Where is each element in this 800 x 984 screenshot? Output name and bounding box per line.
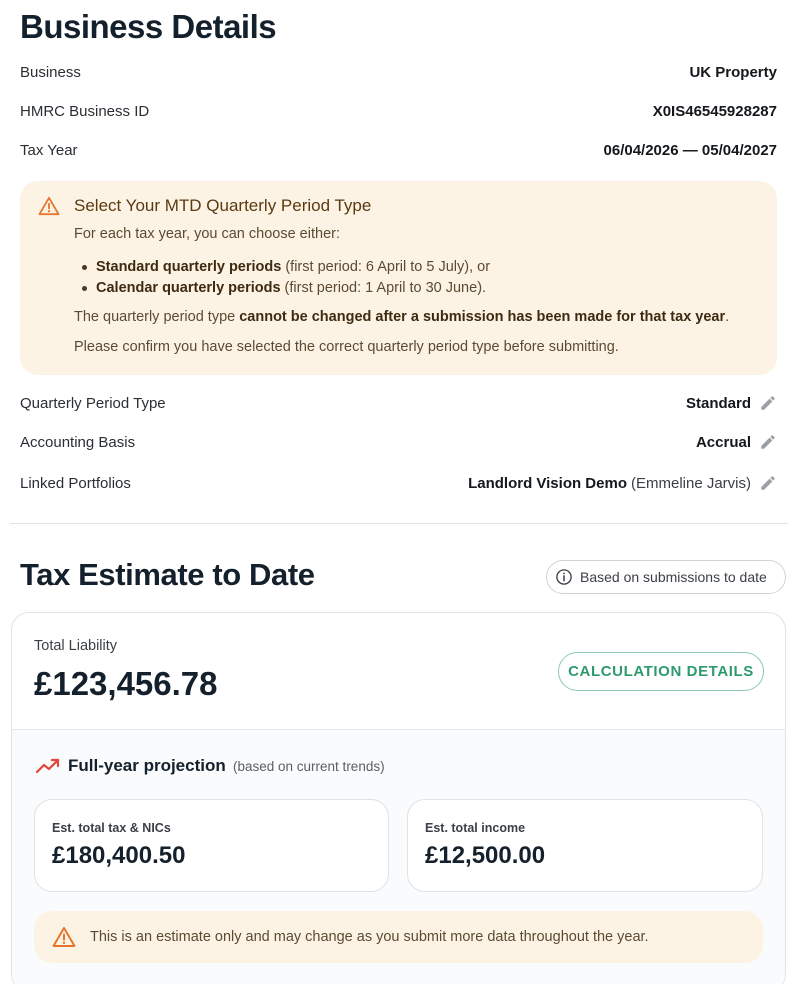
linked-portfolios-label: Linked Portfolios: [20, 474, 131, 492]
projection-title: Full-year projection: [68, 756, 226, 775]
quarterly-period-value: Standard: [685, 394, 751, 412]
pencil-icon[interactable]: [759, 474, 777, 492]
business-row: [20, 60, 777, 84]
portfolio-name: Landlord Vision Demo: [468, 474, 627, 492]
total-liability-value: £123,456.78: [34, 665, 218, 702]
warning-end: .: [725, 309, 730, 325]
quarterly-period-label: Quarterly Period Type: [20, 394, 166, 412]
est-income-card: [407, 799, 763, 892]
portfolio-owner: (Emmeline Jarvis): [630, 474, 751, 492]
tax-year-value: 06/04/2026 — 05/04/2027: [603, 141, 777, 159]
est-tax-label: Est. total tax & NICs: [52, 821, 171, 835]
notice-title: Select Your MTD Quarterly Period Type: [74, 196, 372, 215]
warning-triangle-icon: [52, 926, 76, 948]
est-income-label: Est. total income: [425, 821, 526, 835]
info-pill-label: Based on submissions to date: [580, 569, 767, 585]
notice-warning: [74, 309, 729, 325]
hmrc-id-row: [20, 99, 777, 123]
accounting-basis-label: Accounting Basis: [20, 433, 136, 451]
total-liability-label: Total Liability: [34, 638, 118, 654]
tax-year-label: Tax Year: [20, 141, 78, 159]
est-tax-value: £180,400.50: [52, 842, 186, 869]
est-income-value: £12,500.00: [425, 842, 546, 869]
tax-estimate-heading: Tax Estimate to Date: [20, 557, 315, 592]
pencil-icon[interactable]: [759, 433, 777, 451]
info-circle-icon: [555, 568, 573, 586]
hmrc-id-value: X0IS46545928287: [652, 102, 777, 120]
disclaimer-text: This is an estimate only and may change as you submit more data throughout the year.: [90, 929, 649, 945]
est-tax-card: [34, 799, 389, 892]
accounting-basis-row: [20, 430, 777, 454]
list-item: [80, 257, 490, 278]
projection-subtitle: (based on current trends): [233, 759, 385, 774]
accounting-basis-value: Accrual: [695, 433, 751, 451]
submissions-info-pill[interactable]: [546, 560, 786, 594]
linked-portfolios-row: [20, 471, 777, 495]
option-detail: (first period: 1 April to 30 June).: [280, 280, 487, 296]
section-divider: [10, 523, 788, 524]
option-name: Calendar quarterly periods: [96, 280, 281, 296]
tax-year-row: [20, 138, 777, 162]
hmrc-id-label: HMRC Business ID: [20, 102, 150, 120]
business-label: Business: [20, 63, 81, 81]
warning-emphasis: cannot be changed after a submission has been made for that tax year: [239, 309, 726, 325]
quarterly-period-row: [20, 391, 777, 415]
option-name: Standard quarterly periods: [96, 259, 282, 275]
business-value: UK Property: [689, 63, 777, 81]
calculation-details-button[interactable]: CALCULATION DETAILS: [558, 652, 764, 691]
business-details-heading: Business Details: [20, 8, 277, 45]
period-options-list: [80, 257, 490, 299]
trending-up-icon: [36, 757, 60, 775]
mtd-period-notice: [20, 181, 777, 375]
list-item: [80, 278, 490, 299]
warning-triangle-icon: [38, 196, 60, 216]
option-detail: (first period: 6 April to 5 July), or: [281, 259, 491, 275]
warning-text: The quarterly period type: [74, 309, 240, 325]
notice-confirm: Please confirm you have selected the correct quarterly period type before submitting.: [74, 339, 619, 355]
pencil-icon[interactable]: [759, 394, 777, 412]
estimate-disclaimer: [34, 911, 763, 963]
notice-intro: For each tax year, you can choose either:: [74, 226, 340, 242]
tax-estimate-card: [11, 612, 786, 984]
